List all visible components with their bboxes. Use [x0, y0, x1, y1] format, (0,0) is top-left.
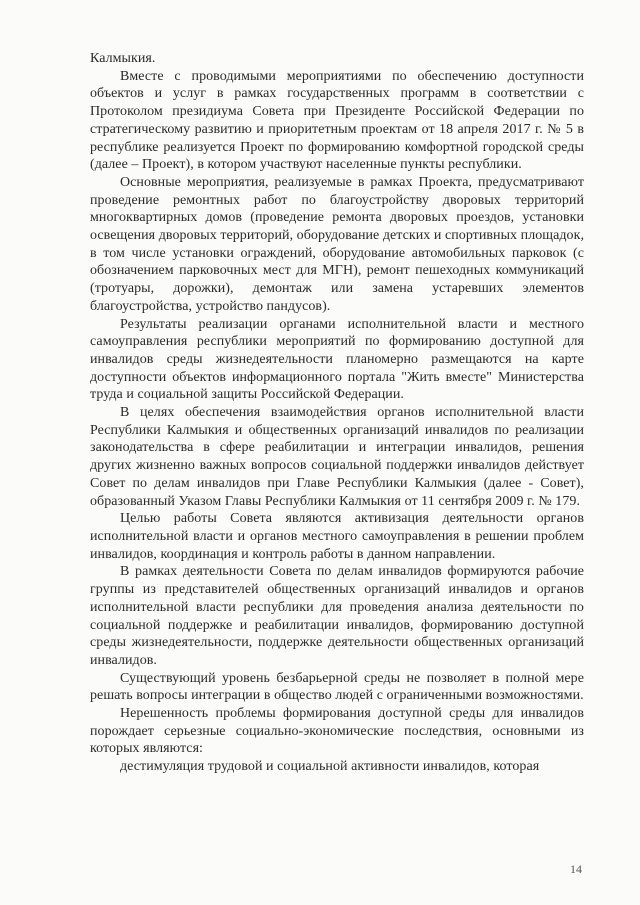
- paragraph: Основные мероприятия, реализуемые в рамках Проекта, предусматривают проведение ремонтных работ по благоустройству дворовых территорий многоквартирных домов (проведение ремонта дворовых проездов, установки освещения дворовых территорий, оборудование детских и спортивных площадок, в том числе установки ограждений, оборудование автомобильных парковок (с обозначением парковочных мест для МГН), ремонт пешеходных коммуникаций (тротуары, дорожки), демонтаж или замена устаревших элементов благоустройства, устройство пандусов).: [90, 174, 584, 314]
- document-body: [90, 50, 584, 776]
- paragraph: Результаты реализации органами исполнительной власти и местного самоуправления республики мероприятий по формированию доступной для инвалидов среды жизнедеятельности планомерно размещаются на карте доступности объектов информационного портала "Жить вместе" Министерства труда и социальной защиты Российской Федерации.: [90, 316, 584, 403]
- paragraph: Существующий уровень безбарьерной среды не позволяет в полной мере решать вопросы интеграции в общество людей с ограниченными возможностями.: [90, 670, 584, 704]
- paragraph: Нерешенность проблемы формирования доступной среды для инвалидов порождает серьезные социально-экономические последствия, основными из которых являются:: [90, 706, 584, 757]
- paragraph: В целях обеспечения взаимодействия органов исполнительной власти Республики Калмыкия и общественных организаций инвалидов по реализации законодательства в сфере реабилитации и интеграции инвалидов, решения других жизненно важных вопросов социальной поддержки инвалидов действует Совет по делам инвалидов при Главе Республики Калмыкия (далее - Совет), образованный Указом Главы Республики Калмыкия от 11 сентября 2009 г. № 179.: [90, 405, 584, 509]
- paragraph: дестимуляция трудовой и социальной активности инвалидов, которая: [120, 759, 540, 775]
- paragraph-continuation: Калмыкия.: [90, 51, 156, 66]
- paragraph: Вместе с проводимыми мероприятиями по обеспечению доступности объектов и услуг в рамках государственных программ в соответствии с Протоколом президиума Совета при Президенте Российской Федерации по стратегическому развитию и приоритетным проектам от 18 апреля 2017 г. № 5 в республике реализуется Проект по формированию комфортной городской среды (далее – Проект), в котором участвуют населенные пункты республики.: [90, 68, 584, 173]
- paragraph: В рамках деятельности Совета по делам инвалидов формируются рабочие группы из представителей общественных организаций инвалидов и органов исполнительной власти республики для проведения анализа деятельности по социальной поддержке и реабилитации инвалидов, формированию доступной среды жизнедеятельности, поддержке деятельности общественных организаций инвалидов.: [90, 564, 584, 668]
- page-number: 14: [570, 862, 582, 876]
- paragraph: Целью работы Совета являются активизация деятельности органов исполнительной власти и органов местного самоуправления в решении проблем инвалидов, координация и контроль работы в данном направлении.: [90, 511, 584, 562]
